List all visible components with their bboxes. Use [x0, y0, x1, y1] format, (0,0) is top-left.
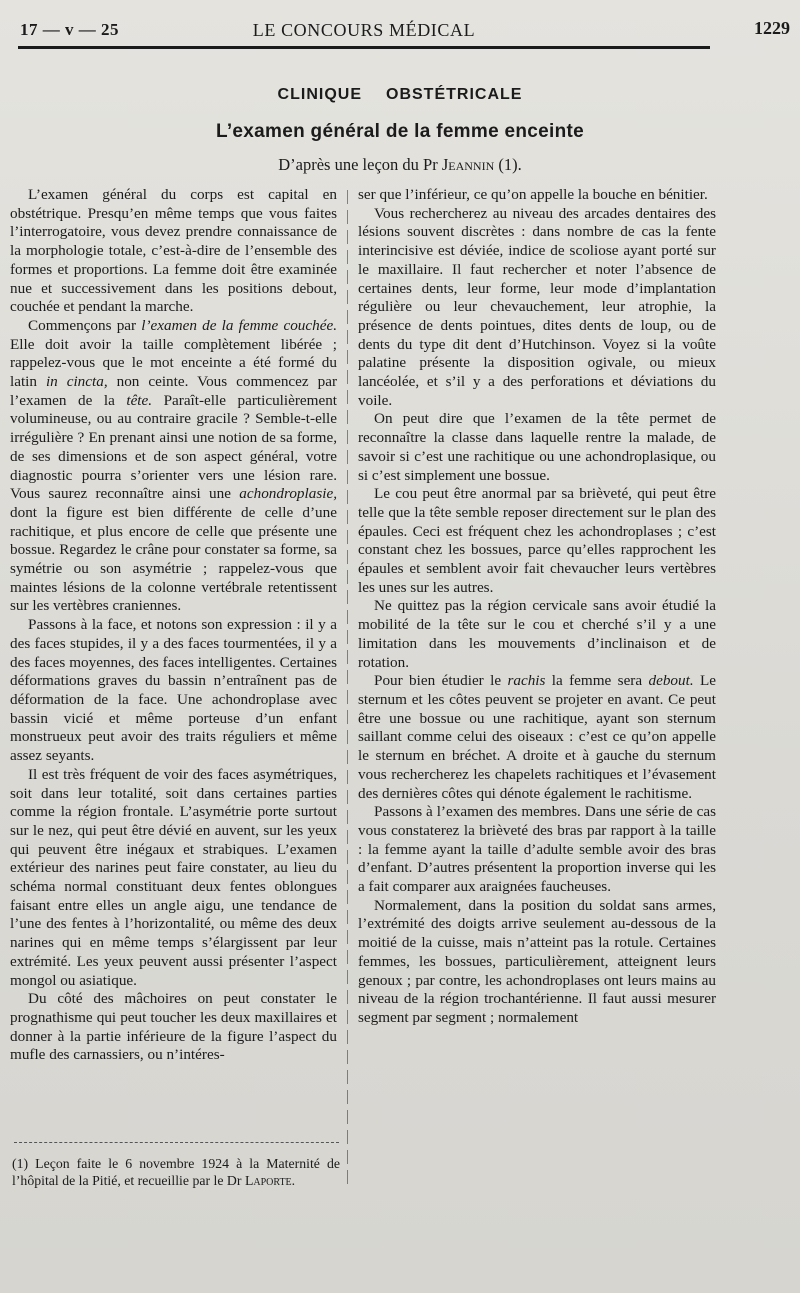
left-column [10, 186, 337, 1065]
paragraph: Pour bien étudier le rachis la femme sera debout. Le sternum et les côtes peuvent se projeter en avant. Ce peut être une bossue ou une rachitique, ayant son sternum saillant comme celui des oiseaux : c’est ce qu’on appelle le sternum en bréchet. A droite et à gauche du sternum vous rechercherez les chapelets rachitiques et l’évasement des dernières côtes qui dénote également le rachitisme. [358, 672, 717, 802]
column-divider [347, 190, 348, 1185]
section-title-part1: CLINIQUE [277, 86, 362, 103]
emphasis: tête. [126, 391, 153, 409]
page-header [18, 18, 790, 49]
page-number: 1229 [754, 18, 790, 38]
paragraph: Ne quittez pas la région cervicale sans avoir étudié la mobilité de la tête sur le cou et cherché s’il y a une limitation dans les mouvements d’inclinaison et de rotation. [358, 597, 716, 671]
emphasis: achondroplasie, [239, 485, 337, 503]
paragraph: Le cou peut être anormal par sa brièveté, qui peut être telle que la tête semble reposer directement sur le plan des épaules. Ceci est fréquent chez les achondroplases ; c’est constant chez les bossues, parce qu’elles rapprochent les épaules et semblent avoir fait chevaucher leurs vertèbres les unes sur les autres. [358, 485, 716, 596]
journal-title: LE CONCOURS MÉDICAL [252, 20, 476, 40]
paragraph: L’examen général du corps est capital en obstétrique. Presqu’en même temps que vous faites l’interrogatoire, vous devez prendre connaissance de la morphologie totale, c’est-à-dire de l’ensemble des formes et proportions. La femme doit être examinée nue et successivement dans les positions debout, couchée et pendant la marche. [10, 186, 337, 316]
right-column [358, 186, 716, 1028]
paragraph: Commençons par l’examen de la femme couchée. Elle doit avoir la taille complètement libérée ; rappelez-vous que le mot enceinte a été formé du latin in cincta, non ceinte. Vous commencez par l’examen de la tête. Paraît-elle particulièrement volumineuse, ou au contraire gracile ? Semble-t-elle irrégulière ? En prenant ainsi une notion de sa forme, de ses dimensions et de son aspect général, votre diagnostic pourra s’orienter vers une lésion rare. Vous saurez reconnaître ainsi une achondroplasie, dont la figure est bien différente de celle d’une rachitique, et plus encore de celle que présente une bossue. Regardez le crâne pour constater sa forme, sa symétrie ou son asymétrie ; rappelez-vous que maintes lésions de la colonne vertébrale retentissent sur les vertèbres craniennes. [10, 316, 338, 615]
section-title-part2: OBSTÉTRICALE [386, 86, 523, 103]
paragraph: Passons à l’examen des membres. Dans une série de cas vous constaterez la brièveté des bras par rapport à la taille : la femme ayant la taille d’adulte semble avoir des bras d’enfant. D’autres présentent la proportion inverse qui les a fait comparer aux araignées faucheuses. [358, 803, 716, 896]
footnote-name: Laporte [244, 1173, 292, 1188]
paragraph: Normalement, dans la position du soldat sans armes, l’extrémité des doigts arrive seulement au-dessous de la moitié de la cuisse, mais n’atteint pas la rotule. Certaines femmes, les bossues, particulièrement, atteignent leurs genoux ; par contre, les achondroplases ont leurs mains au niveau de la région trochantérienne. Il faut aussi mesurer segment par segment ; normalement [358, 896, 716, 1026]
article-subtitle [0, 155, 800, 175]
emphasis: l’examen de la femme couchée. [141, 316, 337, 334]
footnote-rule [14, 1142, 339, 1143]
author-name: Jeannin [441, 155, 495, 174]
emphasis: rachis [507, 672, 546, 690]
paragraph: Passons à la face, et notons son expression : il y a des faces stupides, il y a des faces tourmentées, il y a des faces moyennes, des faces intelligentes. Certaines déformations graves du bassin n’entraînent pas de déformation de la face. Une achondroplase avec bassin vicié et même porteuse d’un enfant monstrueux peut avoir des traits réguliers et même assez seyants. [10, 616, 337, 765]
subtitle-suffix: (1). [494, 155, 522, 174]
paragraph: Vous rechercherez au niveau des arcades dentaires des lésions souvent discrètes : dans nombre de cas la fente interincisive est déviée, indice de scoliose ayant porté sur le maxillaire. Il faut rechercher et noter l’absence de certaines dents, leur forme, leur mode d’implantation régulière ou leur chevauchement, leur atrophie, la présence de dents pointues, dites dents de loup, ou de dents du type dit dent d’Hutchinson. Voyez si la voûte palatine présente la disposition ogivale, ou mieux lancéolée, et s’il y a des perforations et déviations du voile. [358, 204, 716, 409]
emphasis: in cincta, [45, 373, 108, 391]
paragraph: ser que l’inférieur, ce qu’on appelle la bouche en bénitier. [358, 186, 708, 203]
paragraph: On peut dire que l’examen de la tête permet de reconnaître la classe dans laquelle rentre la malade, de savoir si c’est une rachitique ou une achondroplasique, ou si c’est simplement une bossue. [358, 410, 716, 484]
emphasis: debout. [648, 672, 694, 690]
paragraph: Du côté des mâchoires on peut constater le prognathisme qui peut toucher les deux maxillaires et donner à la partie inférieure de la figure l’aspect du mufle des carnassiers, ou n’intéres- [10, 990, 337, 1064]
section-title [0, 86, 800, 104]
article-title: L’examen général de la femme enceinte [215, 121, 585, 142]
issue-date: 17 — v — 25 [20, 20, 119, 39]
paragraph: Il est très fréquent de voir des faces asymétriques, soit dans leur totalité, soit dans certaines parties comme la région frontale. L’asymétrie porte surtout sur le nez, qui peut être dévié en auvent, sur les yeux qui peuvent être inégaux et strabiques. L’examen extérieur des narines peut faire constater, au lieu du schéma normal constituant deux fentes oblongues faisant entre elles un angle aigu, une tendance de l’une des fentes à l’horizontalité, ou même des deux narines qui en même temps s’élargissent par leur extrémité. Les yeux peuvent aussi présenter l’aspect mongol ou asiatique. [10, 765, 337, 989]
subtitle-prefix: D’après une leçon du Pr [278, 155, 438, 174]
footnote: (1) Leçon faite le 6 novembre 1924 à la Maternité de l’hôpital de la Pitié, et recueillie par le Dr Laporte. [12, 1156, 340, 1188]
